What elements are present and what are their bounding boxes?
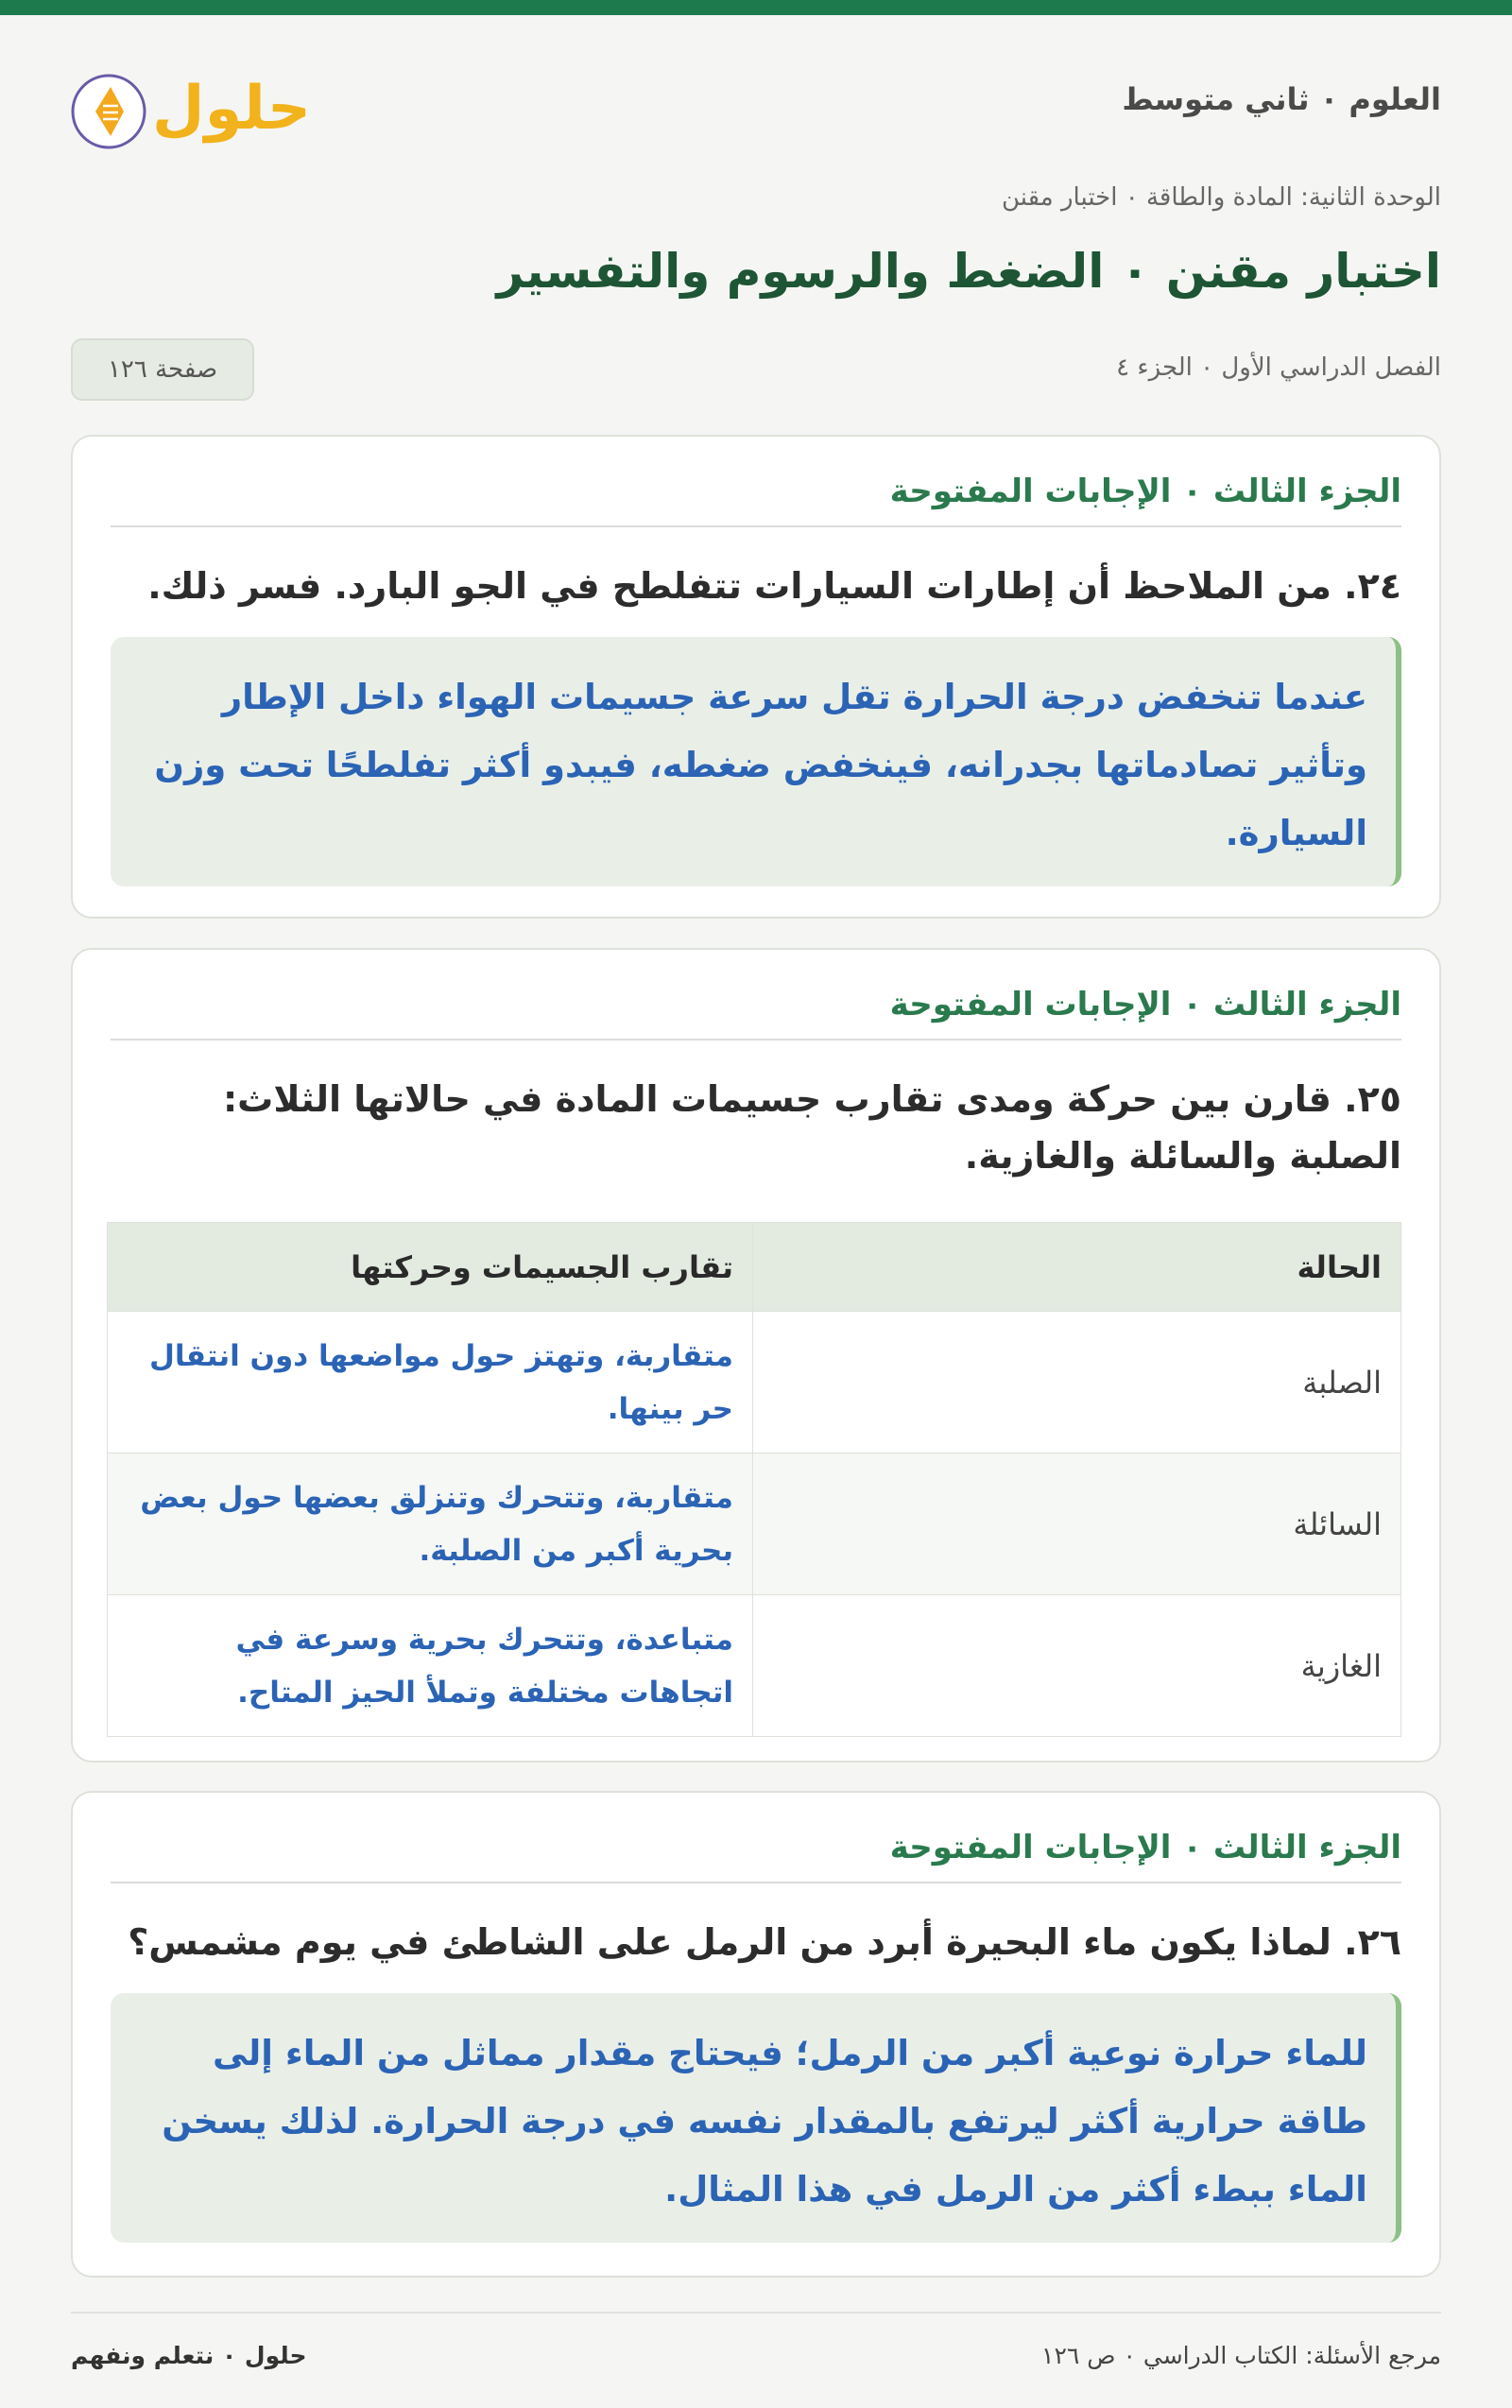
subject-label: العلوم ٠ ثاني متوسط — [1122, 81, 1441, 117]
section-title: الجزء الثالث ٠ الإجابات المفتوحة — [111, 473, 1401, 527]
state-cell: السائلة — [753, 1453, 1401, 1595]
page-number-chip: صفحة ١٢٦ — [71, 338, 254, 401]
table-row — [108, 1453, 1401, 1595]
question-text: ٢٥. قارن بين حركة ومدى تقارب جسيمات المادة في حالاتها الثلاث: الصلبة والسائلة والغازية. — [222, 1078, 1401, 1177]
table-row — [108, 1595, 1401, 1737]
term-label: الفصل الدراسي الأول ٠ الجزء ٤ — [1116, 353, 1441, 382]
question-text: ٢٤. من الملاحظ أن إطارات السيارات تتفلطح في الجو البارد. فسر ذلك. — [147, 565, 1401, 607]
logo-text: حلول — [152, 74, 311, 144]
column-header-state: الحالة — [753, 1223, 1401, 1312]
section-title: الجزء الثالث ٠ الإجابات المفتوحة — [111, 986, 1401, 1041]
table-header-row — [108, 1223, 1401, 1312]
question-text: ٢٦. لماذا يكون ماء البحيرة أبرد من الرمل على الشاطئ في يوم مشمس؟ — [128, 1921, 1401, 1963]
column-header-desc: تقارب الجسيمات وحركتها — [108, 1223, 753, 1312]
state-cell: الصلبة — [753, 1312, 1401, 1453]
page-header — [71, 62, 1441, 157]
answer-box: للماء حرارة نوعية أكبر من الرمل؛ فيحتاج مقدار مماثل من الماء إلى طاقة حرارية أكثر ليرتفع بالمقدار نفسه في درجة الحرارة. لذلك يسخن الماء ببطء أكثر من الرمل في هذا المثال. — [111, 1993, 1401, 2243]
states-table — [107, 1222, 1401, 1737]
desc-cell: متقاربة، وتتحرك وتنزلق بعضها حول بعض بحرية أكبر من الصلبة. — [108, 1453, 753, 1595]
top-accent-bar — [0, 0, 1512, 15]
question-card-24 — [71, 435, 1441, 919]
table-row — [108, 1312, 1401, 1453]
section-title: الجزء الثالث ٠ الإجابات المفتوحة — [111, 1829, 1401, 1883]
breadcrumb: الوحدة الثانية: المادة والطاقة ٠ اختبار مقنن — [1002, 183, 1441, 212]
desc-cell: متقاربة، وتهتز حول مواضعها دون انتقال حر بينها. — [108, 1312, 753, 1453]
footer-divider — [71, 2312, 1441, 2313]
answer-box: عندما تنخفض درجة الحرارة تقل سرعة جسيمات الهواء داخل الإطار وتأثير تصادماتها بجدرانه، فينخفض ضغطه، فيبدو أكثر تفلطحًا تحت وزن السيارة. — [111, 637, 1401, 886]
question-card-26 — [71, 1791, 1441, 2278]
question-card-25 — [71, 948, 1441, 1763]
footer-reference: مرجع الأسئلة: الكتاب الدراسي ٠ ص ١٢٦ — [1041, 2342, 1441, 2369]
hulul-logo — [71, 62, 317, 157]
desc-cell: متباعدة، وتتحرك بحرية وسرعة في اتجاهات مختلفة وتملأ الحيز المتاح. — [108, 1595, 753, 1737]
page-title: اختبار مقنن ٠ الضغط والرسوم والتفسير — [496, 244, 1441, 299]
state-cell: الغازية — [753, 1595, 1401, 1737]
footer-brand: حلول ٠ نتعلم ونفهم — [71, 2342, 307, 2369]
